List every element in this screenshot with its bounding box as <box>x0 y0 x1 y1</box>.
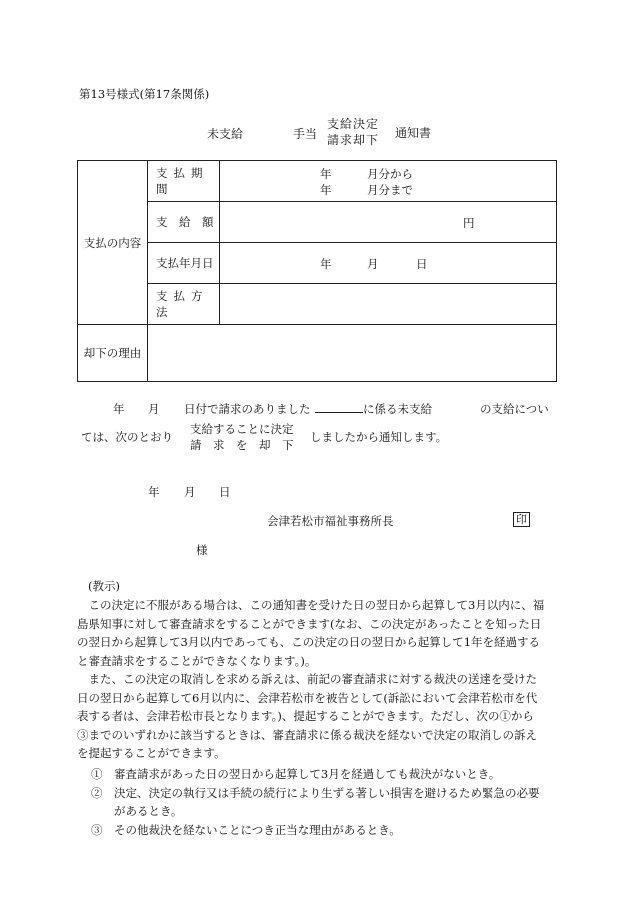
row-label-period: 支払期間 <box>148 161 220 202</box>
notice-text1: 日付で請求のありました <box>184 402 311 416</box>
seal-mark: 印 <box>513 511 530 527</box>
payment-table <box>77 160 557 382</box>
title-part2: 手当 <box>293 127 318 141</box>
row-value-method[interactable] <box>220 284 557 325</box>
row-value-amount[interactable]: 円 <box>220 202 557 243</box>
row-label-amount: 支 給 額 <box>148 202 220 243</box>
kyoji-items <box>91 765 540 839</box>
notice-text4: ては、次のとおり <box>81 430 173 444</box>
notice-text2: に係る未支給 <box>363 402 432 416</box>
notice-text5: しましたから通知します。 <box>310 430 448 444</box>
list-item: があるとき。 <box>91 804 183 818</box>
issuer-name: 会津若松市福祉事務所長 <box>267 514 394 528</box>
reject-label: 却下の理由 <box>78 325 148 382</box>
notice-stack-bottom: 請 求 を 却 下 <box>190 438 294 452</box>
reject-value[interactable] <box>148 325 557 382</box>
notice-month: 月 <box>148 402 160 416</box>
row-label-method: 支払方法 <box>148 284 220 325</box>
list-item: ② 決定、決定の執行又は手続の続行により生ずる著しい損害を避けるため緊急の必要 <box>91 785 540 800</box>
title-part3: 通知書 <box>395 126 432 140</box>
row-label-date: 支払年月日 <box>148 243 220 284</box>
title-stack-bottom: 請求却下 <box>327 133 380 147</box>
notice-stack-top: 支給することに決定 <box>190 422 294 436</box>
list-item: ③ その他裁決を経ないことにつき正当な理由があるとき。 <box>91 822 401 837</box>
notice-text3: の支給につい <box>480 402 549 416</box>
date-month: 月 <box>184 485 196 499</box>
date-year: 年 <box>148 485 160 499</box>
form-number: 第13号様式(第17条関係) <box>79 87 210 101</box>
notice-year: 年 <box>113 402 125 416</box>
row-value-period[interactable]: 年 月分から 年 月分まで <box>220 161 557 202</box>
group-label: 支払の内容 <box>78 161 148 325</box>
title-part1: 未支給 <box>207 127 244 141</box>
kyoji-heading: (教示) <box>88 579 120 593</box>
kyoji-body: この決定に不服がある場合は、この通知書を受けた日の翌日から起算して3月以内に、福 島県知事に対して審査請求をすることができます(なお、この決定があったことを知った日 の翌日から起算して3月以内であっても、この決定の日の翌日から起算して1年を経過する と審査請求をすることができなくなります。)。 また、この決定の取消しを求める訴えは、前記の審査請求に対する裁決の送達を受けた 日の翌日から起算して6月以内に、会津若松市を被告として(訴訟において会津若松市を代 表する者は、会津若松市長となります。)、提起することができます。ただし、次の①から ③までのいずれかに該当するときは、審査請求に係る裁決を経ないで決定の取消しの訴え を提起することができます。 <box>77 598 545 760</box>
row-value-date[interactable]: 年 月 日 <box>220 243 557 284</box>
date-day: 日 <box>219 485 231 499</box>
notice-blank-underline[interactable] <box>315 400 363 413</box>
addressee-suffix: 様 <box>196 543 208 557</box>
list-item: ① 審査請求があった日の翌日から起算して3月を経過しても裁決がないとき。 <box>91 767 501 781</box>
title-stack-top: 支給決定 <box>327 117 380 131</box>
